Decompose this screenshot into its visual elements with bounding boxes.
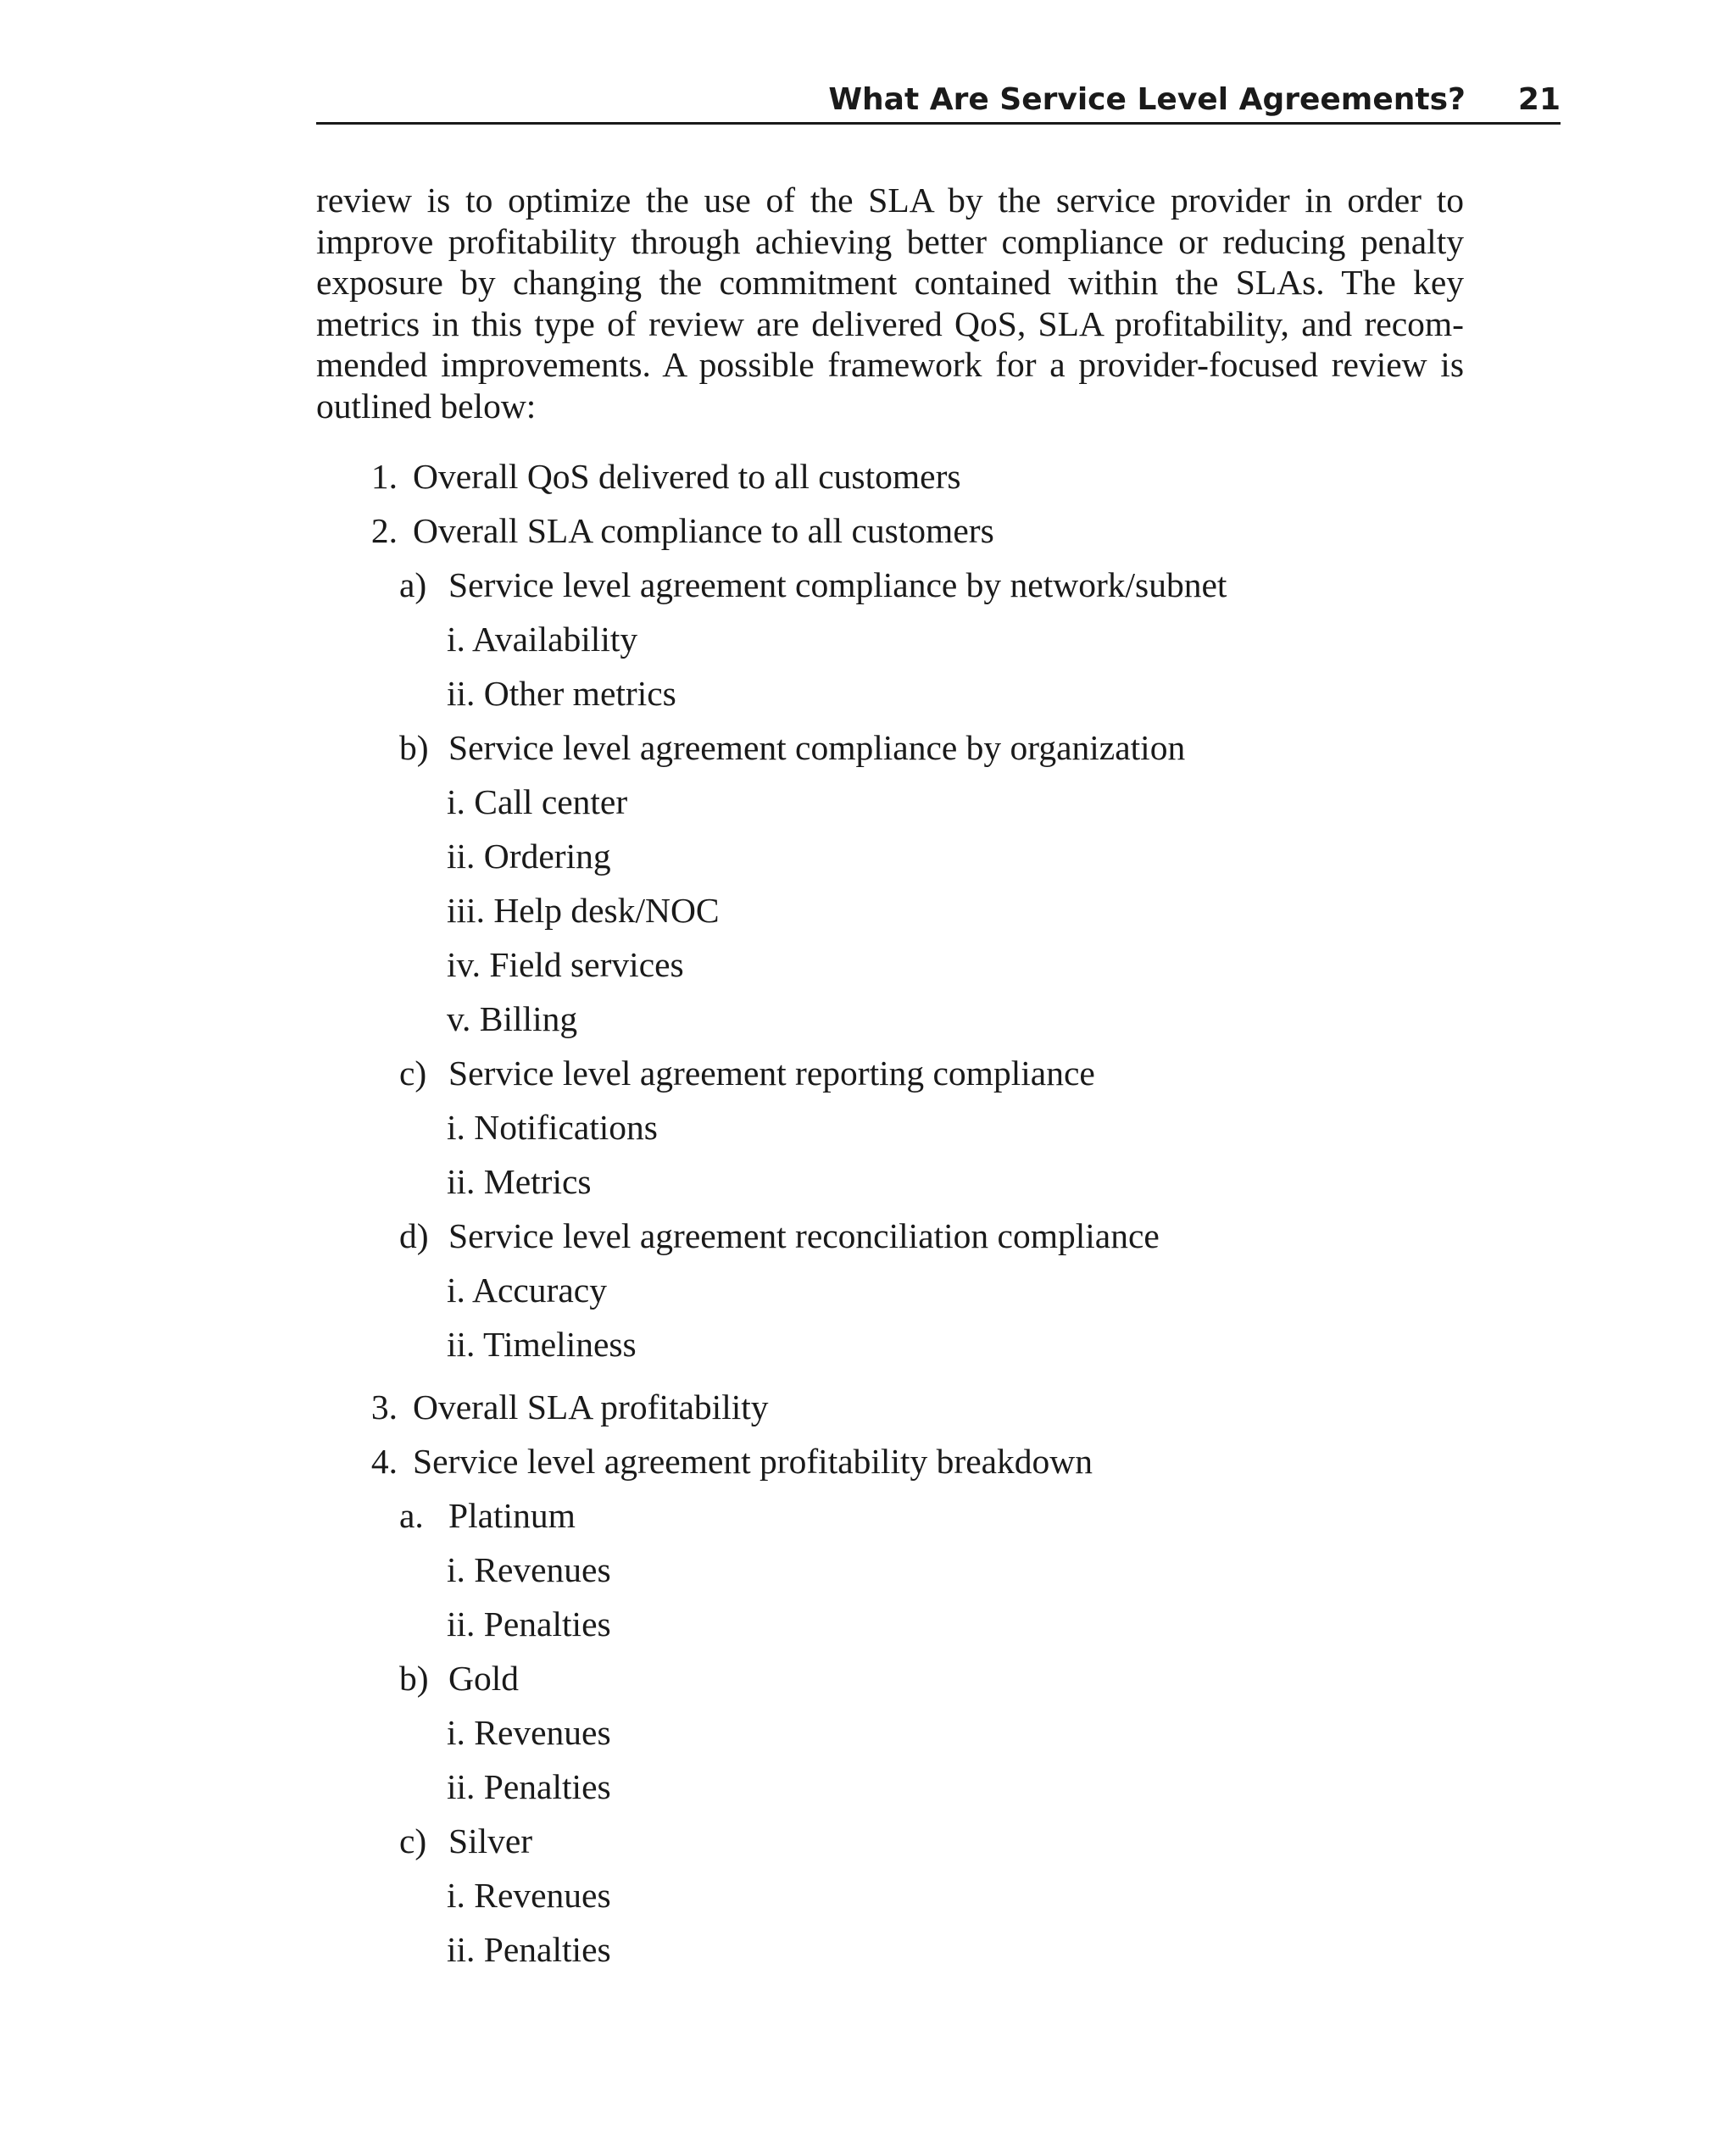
running-header [316, 78, 1561, 125]
list-item [316, 775, 1227, 829]
list-item [316, 992, 1227, 1046]
list-item-text: Service level agreement compliance by organization [448, 728, 1186, 767]
list-item-text: i. Revenues [447, 1876, 611, 1915]
list-item-text: Service level agreement reporting compliance [448, 1054, 1095, 1093]
list-item-text: ii. Metrics [447, 1162, 592, 1201]
list-item-text: i. Accuracy [447, 1271, 607, 1310]
list-item-text: Overall QoS delivered to all customers [413, 457, 961, 496]
list-marker: b) [399, 1659, 429, 1698]
list-item [316, 1597, 1227, 1651]
list-item-text: Service level agreement reconciliation compliance [448, 1216, 1160, 1255]
list-item [316, 1922, 1227, 1977]
list-item [316, 1434, 1227, 1488]
list-item [316, 1868, 1227, 1922]
list-item [316, 1209, 1227, 1263]
list-item-text: Service level agreement compliance by network/subnet [448, 565, 1227, 604]
list-item [316, 829, 1227, 883]
list-item-text: ii. Timeliness [447, 1325, 637, 1364]
list-item-text: i. Availability [447, 620, 638, 659]
list-item-text: Service level agreement profitability breakdown [413, 1442, 1093, 1481]
list-item-text: ii. Penalties [447, 1604, 611, 1643]
list-item [316, 1046, 1227, 1100]
list-item-text: Gold [448, 1659, 519, 1698]
list-item [316, 449, 1227, 503]
list-marker: b) [399, 728, 429, 767]
list-item-text: ii. Penalties [447, 1930, 611, 1969]
list-item [316, 1705, 1227, 1760]
list-item-text: iii. Help desk/NOC [447, 891, 720, 930]
list-item-text: Overall SLA compliance to all customers [413, 511, 994, 550]
list-item [316, 1651, 1227, 1705]
list-item [316, 1760, 1227, 1814]
list-marker: a) [399, 565, 427, 604]
list-marker: c) [399, 1821, 427, 1860]
list-item [316, 558, 1227, 612]
body-paragraph: review is to optimize the use of the SLA by the service provider in order to improve profitability through achieving better compliance or reducing penalty exposure by changing the commitment contained within the SLAs. The key metrics in this type of review are delivered QoS, SLA profitability, and recom- mended improvements. A possible framework for a provider-focused review is outlined below: [316, 181, 1464, 425]
list-item-text: ii. Penalties [447, 1767, 611, 1806]
list-item [316, 1488, 1227, 1543]
list-item-text: i. Notifications [447, 1108, 658, 1147]
list-item [316, 1100, 1227, 1154]
list-item [316, 1317, 1227, 1371]
list-marker: 1. [370, 457, 398, 496]
list-item [316, 503, 1227, 558]
chapter-title: What Are Service Level Agreements? [828, 82, 1466, 117]
page-number: 21 [1517, 82, 1561, 117]
list-item-text: i. Revenues [447, 1713, 611, 1752]
list-item [316, 720, 1227, 775]
list-marker: 3. [370, 1387, 398, 1426]
list-item [316, 612, 1227, 666]
list-marker: 4. [370, 1442, 398, 1481]
list-item-text: ii. Ordering [447, 837, 611, 876]
list-item [316, 937, 1227, 992]
list-marker: a. [399, 1496, 424, 1535]
list-item [316, 1543, 1227, 1597]
spacer [316, 1371, 1227, 1380]
framework-outline [316, 449, 1227, 1977]
list-item-text: Overall SLA profitability [413, 1387, 769, 1426]
list-item-text: Silver [448, 1821, 533, 1860]
list-marker: 2. [370, 511, 398, 550]
list-item [316, 1380, 1227, 1434]
list-item-text: i. Revenues [447, 1550, 611, 1589]
list-item [316, 883, 1227, 937]
list-item [316, 1263, 1227, 1317]
list-item-text: ii. Other metrics [447, 674, 676, 713]
list-item-text: Platinum [448, 1496, 576, 1535]
list-item [316, 1154, 1227, 1209]
list-item [316, 1814, 1227, 1868]
list-item [316, 666, 1227, 720]
list-marker: d) [399, 1216, 429, 1255]
list-marker: c) [399, 1054, 427, 1093]
list-item-text: i. Call center [447, 782, 628, 821]
list-item-text: v. Billing [447, 999, 578, 1038]
list-item-text: iv. Field services [447, 945, 684, 984]
